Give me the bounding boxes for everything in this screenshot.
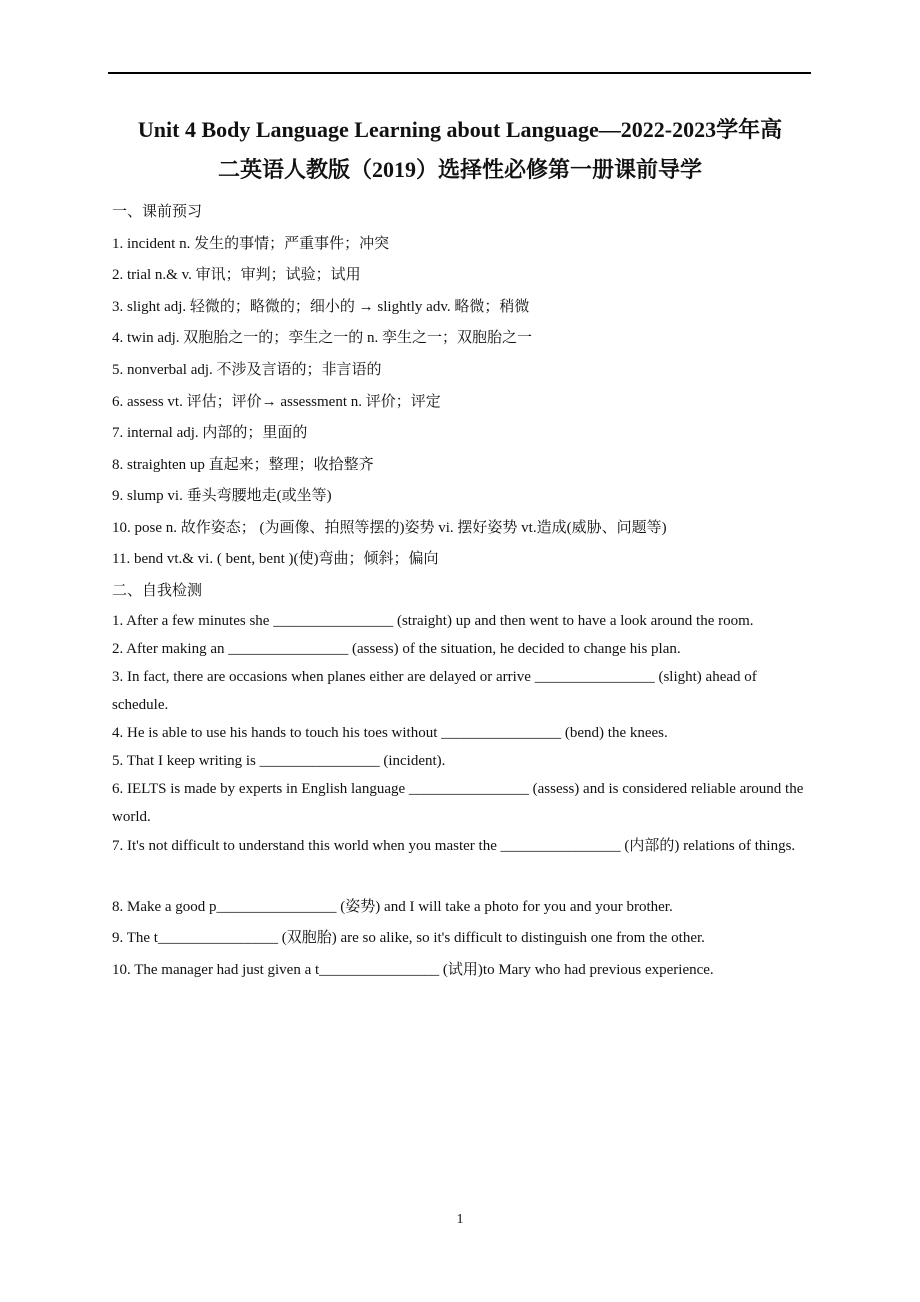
vocab-item: 1. incident n. 发生的事情；严重事件；冲突 <box>112 236 390 252</box>
exercise-item: 10. The manager had just given a t________________ (试用)to Mary who had previous experience. <box>112 962 714 978</box>
exercise-item: 5. That I keep writing is ________________ (incident). <box>112 753 446 769</box>
vocab-item: 8. straighten up 直起来；整理；收拾整齐 <box>112 457 374 473</box>
vocab-item: 10. pose n. 故作姿态； (为画像、拍照等摆的)姿势 vi. 摆好姿势 vt.造成(威胁、问题等) <box>112 520 667 536</box>
exercise-item: 3. In fact, there are occasions when planes either are delayed or arrive ________________ (slight) ahead of schedule. <box>112 669 757 713</box>
exercise-item: 8. Make a good p________________ (姿势) and I will take a photo for you and your brother. <box>112 899 673 915</box>
vocab-item: 6. assess vt. 评估；评价→ assessment n. 评价；评定 <box>112 394 441 410</box>
vocab-item: 11. bend vt.& vi. ( bent, bent )(使)弯曲；倾斜；偏向 <box>112 551 439 567</box>
vocab-item: 9. slump vi. 垂头弯腰地走(或坐等) <box>112 488 332 504</box>
vocab-item: 4. twin adj. 双胞胎之一的；孪生之一的 n. 孪生之一；双胞胎之一 <box>112 330 532 346</box>
exercise-item: 7. It's not difficult to understand this world when you master the ________________ (内部的) relations of things. <box>112 838 796 854</box>
vocab-item: 3. slight adj. 轻微的；略微的；细小的 → slightly adv. 略微；稍微 <box>112 299 530 315</box>
title-line-1: Unit 4 Body Language Learning about Language—2022-2023学年高 <box>137 117 783 142</box>
exercise-item: 2. After making an ________________ (assess) of the situation, he decided to change his plan. <box>112 641 681 657</box>
section-heading-self-test: 二、自我检测 <box>112 583 203 599</box>
exercise-item: 4. He is able to use his hands to touch his toes without ________________ (bend) the knees. <box>112 725 668 741</box>
exercise-item: 1. After a few minutes she ________________ (straight) up and then went to have a look around the room. <box>112 613 754 629</box>
exercise-item: 6. IELTS is made by experts in English language ________________ (assess) and is considered reliable around the world. <box>112 781 804 825</box>
title-line-2: 二英语人教版（2019）选择性必修第一册课前导学 <box>217 157 702 182</box>
header-rule <box>108 72 811 74</box>
vocab-item: 7. internal adj. 内部的；里面的 <box>112 425 308 441</box>
exercise-item: 9. The t________________ (双胞胎) are so alike, so it's difficult to distinguish one from the other. <box>112 930 705 946</box>
vocab-item: 5. nonverbal adj. 不涉及言语的；非言语的 <box>112 362 382 378</box>
section-heading-preview: 一、课前预习 <box>112 204 203 220</box>
document-title <box>100 110 820 190</box>
page-number: 1 <box>456 1212 464 1227</box>
vocab-item: 2. trial n.& v. 审讯；审判；试验；试用 <box>112 267 361 283</box>
